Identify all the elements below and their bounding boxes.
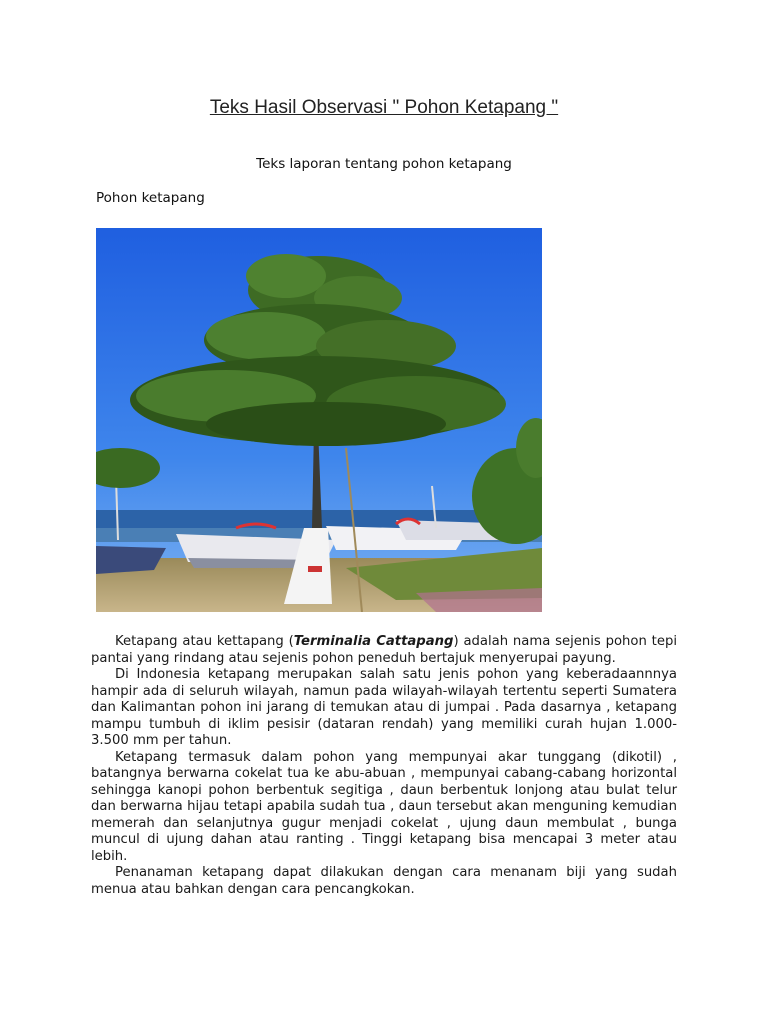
paragraph-3: Ketapang termasuk dalam pohon yang mempunyai akar tunggang (dikotil) , batangnya berwarna cokelat tua ke abu-abuan , mempunyai cabang-cabang horizontal sehingga kanopi pohon berbentuk segitiga , daun berbentuk lonjong atau bulat telur dan berwarna hijau tetapi apabila sudah tua , daun tersebut akan menguning kemudian memerah dan selanjutnya gugur menjadi cokelat , ujung daun membulat , bunga muncul di ujung dahan atau ranting . Tinggi ketapang bisa mencapai 3 meter atau lebih. xyxy=(91,749,677,864)
scientific-name: Terminalia Cattapang xyxy=(293,634,454,649)
document-title: Teks Hasil Observasi " Pohon Ketapang " xyxy=(209,97,559,118)
document-subtitle: Teks laporan tentang pohon ketapang xyxy=(256,156,512,172)
section-heading: Pohon ketapang xyxy=(96,190,205,206)
paragraph-1 xyxy=(91,634,677,667)
paragraph-4: Penanaman ketapang dapat dilakukan dengan cara menanam biji yang sudah menua atau bahkan dengan cara pencangkokan. xyxy=(91,865,677,897)
paragraph-1-before: Ketapang atau kettapang ( xyxy=(115,634,294,649)
paragraph-1-after: ) adalah nama sejenis pohon tepi pantai yang rindang atau sejenis pohon peneduh bertajuk menyerupai payung. xyxy=(91,634,677,666)
observation-body xyxy=(91,634,677,898)
ketapang-tree-photo xyxy=(96,228,542,612)
paragraph-2: Di Indonesia ketapang merupakan salah satu jenis pohon yang keberadaannnya hampir ada di seluruh wilayah, namun pada wilayah-wilayah tertentu seperti Sumatera dan Kalimantan pohon ini jarang di temukan atau di jumpai . Pada dasarnya , ketapang mampu tumbuh di iklim pesisir (dataran rendah) yang memiliki curah hujan 1.000-3.500 mm per tahun. xyxy=(91,667,677,748)
